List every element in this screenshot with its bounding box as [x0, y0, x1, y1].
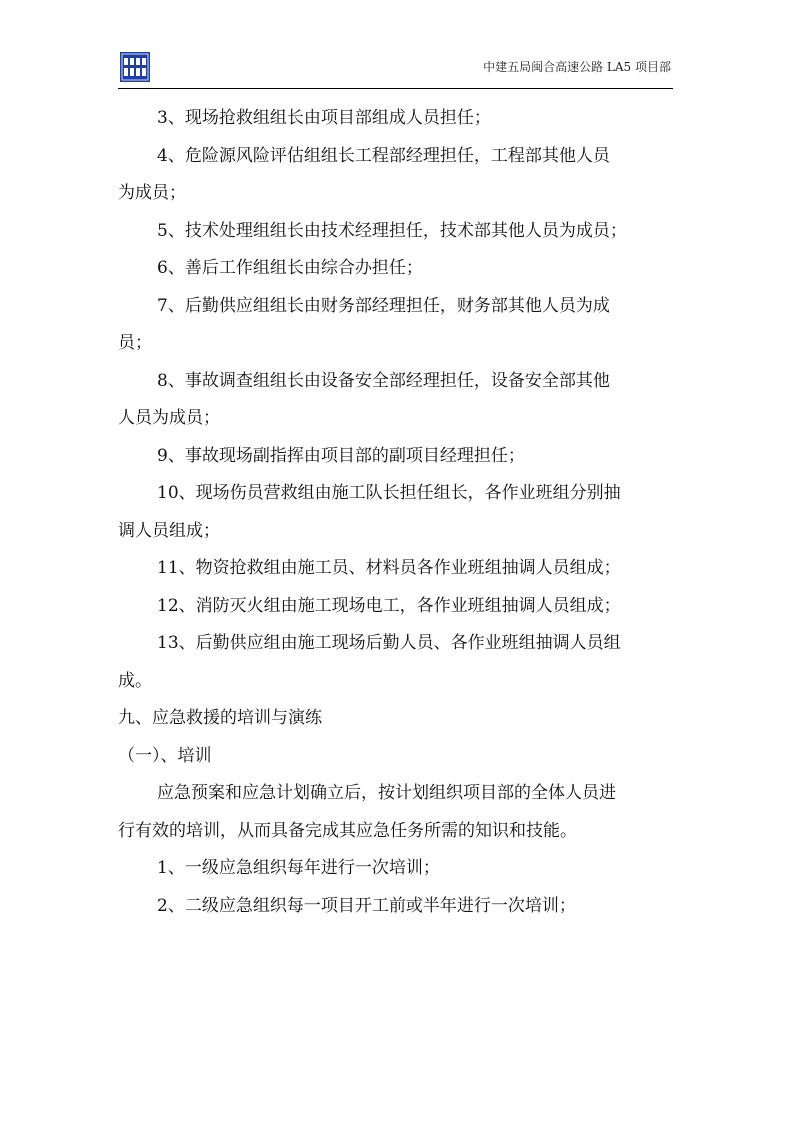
- paragraph-line: 九、应急救援的培训与演练: [118, 708, 322, 728]
- paragraph-line: 10、现场伤员营救组由施工队长担任组长，各作业班组分别抽: [157, 483, 621, 503]
- header-title: 中建五局闽合高速公路 LA5 项目部: [483, 60, 671, 74]
- paragraph-line: 6、善后工作组组长由综合办担任；: [157, 258, 423, 278]
- paragraph-line: 应急预案和应急计划确立后，按计划组织项目部的全体人员进: [157, 783, 616, 803]
- paragraph-line: 5、技术处理组组长由技术经理担任，技术部其他人员为成员；: [157, 220, 627, 241]
- paragraph-line: （一）、培训: [118, 745, 212, 766]
- document-body: [118, 100, 678, 925]
- paragraph-line: 4、危险源风险评估组组长工程部经理担任，工程部其他人员: [157, 145, 610, 166]
- paragraph-line: 7、后勤供应组组长由财务部经理担任，财务部其他人员为成: [157, 295, 610, 316]
- paragraph-line: 成。: [118, 670, 152, 691]
- paragraph-line: 人员为成员；: [118, 408, 220, 428]
- paragraph-line: 3、现场抢救组组长由项目部组成人员担任；: [157, 108, 491, 128]
- paragraph-line: 8、事故调查组组长由设备安全部经理担任，设备安全部其他: [157, 370, 610, 391]
- paragraph-line: 12、消防灭火组由施工现场电工，各作业班组抽调人员组成；: [157, 595, 621, 616]
- page-header: [118, 48, 673, 89]
- company-logo-icon: [120, 52, 150, 82]
- paragraph-line: 11、物资抢救组由施工员、材料员各作业班组抽调人员组成；: [157, 558, 621, 578]
- paragraph-line: 9、事故现场副指挥由项目部的副项目经理担任；: [157, 445, 525, 466]
- paragraph-line: 调人员组成；: [118, 520, 220, 541]
- paragraph-line: 2、二级应急组织每一项目开工前或半年进行一次培训；: [157, 895, 576, 916]
- paragraph-line: 1、一级应急组织每年进行一次培训；: [157, 858, 440, 878]
- paragraph-line: 13、后勤供应组由施工现场后勤人员、各作业班组抽调人员组: [157, 633, 621, 653]
- paragraph-line: 员；: [118, 333, 152, 353]
- paragraph-line: 为成员；: [118, 183, 186, 203]
- paragraph-line: 行有效的培训，从而具备完成其应急任务所需的知识和技能。: [118, 820, 577, 841]
